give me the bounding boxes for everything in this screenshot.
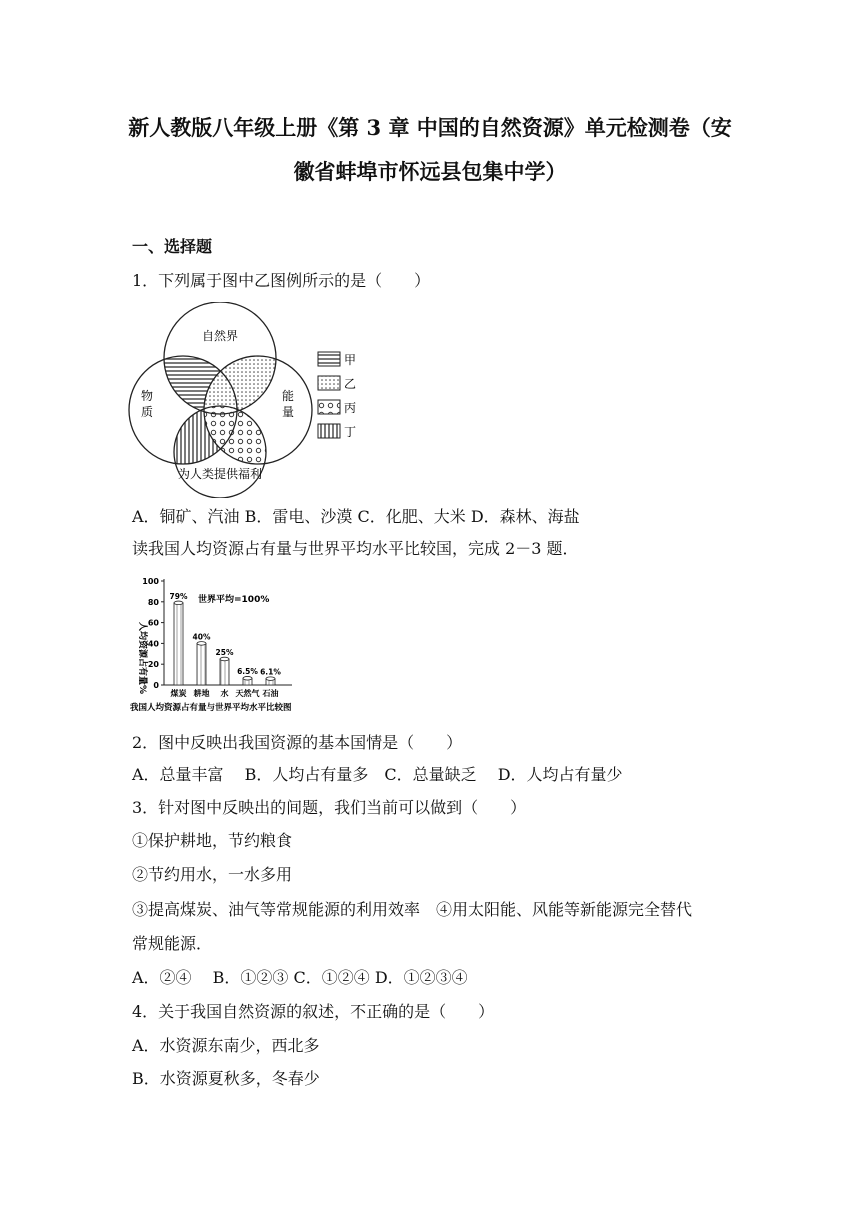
legend-yi: 乙: [344, 377, 357, 391]
question-3-item-3: ③提高煤炭、油气等常规能源的利用效率 ④用太阳能、风能等新能源完全替代: [132, 900, 693, 919]
document-title-line2: 徽省蚌埠市怀远县包集中学）: [293, 159, 567, 184]
question-3-item-1: ①保护耕地，节约粮食: [132, 831, 293, 850]
chart-bar-cap: [266, 677, 275, 681]
resource-bar-chart: [128, 570, 308, 718]
question-4-option-b: B．水资源夏秋多，冬春少: [132, 1069, 320, 1088]
chart-category-label: 煤炭: [170, 689, 187, 698]
question-3-item-2: ②节约用水，一水多用: [132, 865, 293, 884]
chart-value-label: 6.5%: [237, 667, 258, 677]
question-1-options: A．铜矿、汽油 B．雷电、沙漠 C．化肥、大米 D．森林、海盐: [132, 507, 580, 526]
chart-ylabel: 人均资源占有量%: [137, 622, 147, 695]
chart-annotation: 世界平均=100%: [198, 595, 270, 605]
question-1-stem: 1．下列属于图中乙图例所示的是（ ）: [132, 271, 431, 290]
chart-bar-cap: [174, 601, 183, 605]
legend-jia: 甲: [344, 353, 357, 367]
venn-label-energy-1: 能: [281, 389, 295, 403]
question-4-stem: 4．关于我国自然资源的叙述，不正确的是（ ）: [132, 1002, 495, 1021]
chart-category-label: 天然气: [235, 689, 260, 698]
venn-label-matter-2: 质: [140, 405, 154, 419]
chart-bar: [197, 643, 206, 685]
chart-category-label: 水: [220, 689, 229, 698]
venn-label-matter-1: 物: [140, 389, 154, 403]
question-2-stem: 2．图中反映出我国资源的基本国情是（ ）: [132, 733, 463, 752]
chart-value-label: 6.1%: [260, 667, 281, 677]
chart-bar-cap: [220, 657, 229, 661]
questions-2-3-intro: 读我国人均资源占有量与世界平均水平比较国，完成 2－3 题．: [132, 539, 579, 558]
chart-y-tick-label: 20: [147, 660, 159, 670]
chart-bar: [174, 603, 183, 685]
venn-diagram: [128, 302, 368, 498]
question-3-stem: 3．针对图中反映出的间题，我们当前可以做到（ ）: [132, 798, 527, 817]
venn-label-energy-2: 量: [281, 405, 295, 419]
chart-bar: [220, 659, 229, 685]
chart-value-label: 79%: [169, 591, 188, 601]
legend-bing: 丙: [344, 401, 357, 415]
venn-legend: [318, 352, 356, 439]
chart-bar-cap: [197, 642, 206, 646]
venn-label-nature: 自然界: [201, 329, 239, 343]
chart-category-label: 石油: [262, 689, 279, 698]
question-4-option-a: A．水资源东南少，西北多: [132, 1036, 320, 1055]
document-title-line1: 新人教版八年级上册《第 3 章 中国的自然资源》单元检测卷（安: [128, 115, 732, 140]
legend-ding: 丁: [344, 425, 357, 439]
section-heading: 一、选择题: [132, 237, 213, 256]
question-3-options: A．②④ B．①②③ C．①②④ D．①②③④: [132, 968, 468, 987]
chart-y-tick-label: 80: [147, 597, 159, 607]
chart-y-tick-label: 0: [153, 681, 159, 690]
chart-bar-cap: [243, 676, 252, 680]
venn-label-benefit: 为人类提供福利: [177, 467, 263, 481]
chart-title: 我国人均资源占有量与世界平均水平比较图: [130, 703, 292, 713]
chart-y-tick-label: 40: [147, 639, 159, 649]
chart-category-label: 耕地: [193, 689, 210, 698]
chart-y-tick-label: 60: [147, 618, 159, 628]
question-3-item-3-cont: 常规能源．: [132, 934, 213, 953]
chart-value-label: 25%: [215, 648, 234, 657]
chart-value-label: 40%: [192, 632, 211, 642]
question-2-options: A．总量丰富 B．人均占有量多 C．总量缺乏 D．人均占有量少: [132, 765, 623, 784]
chart-y-tick-label: 100: [142, 577, 159, 586]
